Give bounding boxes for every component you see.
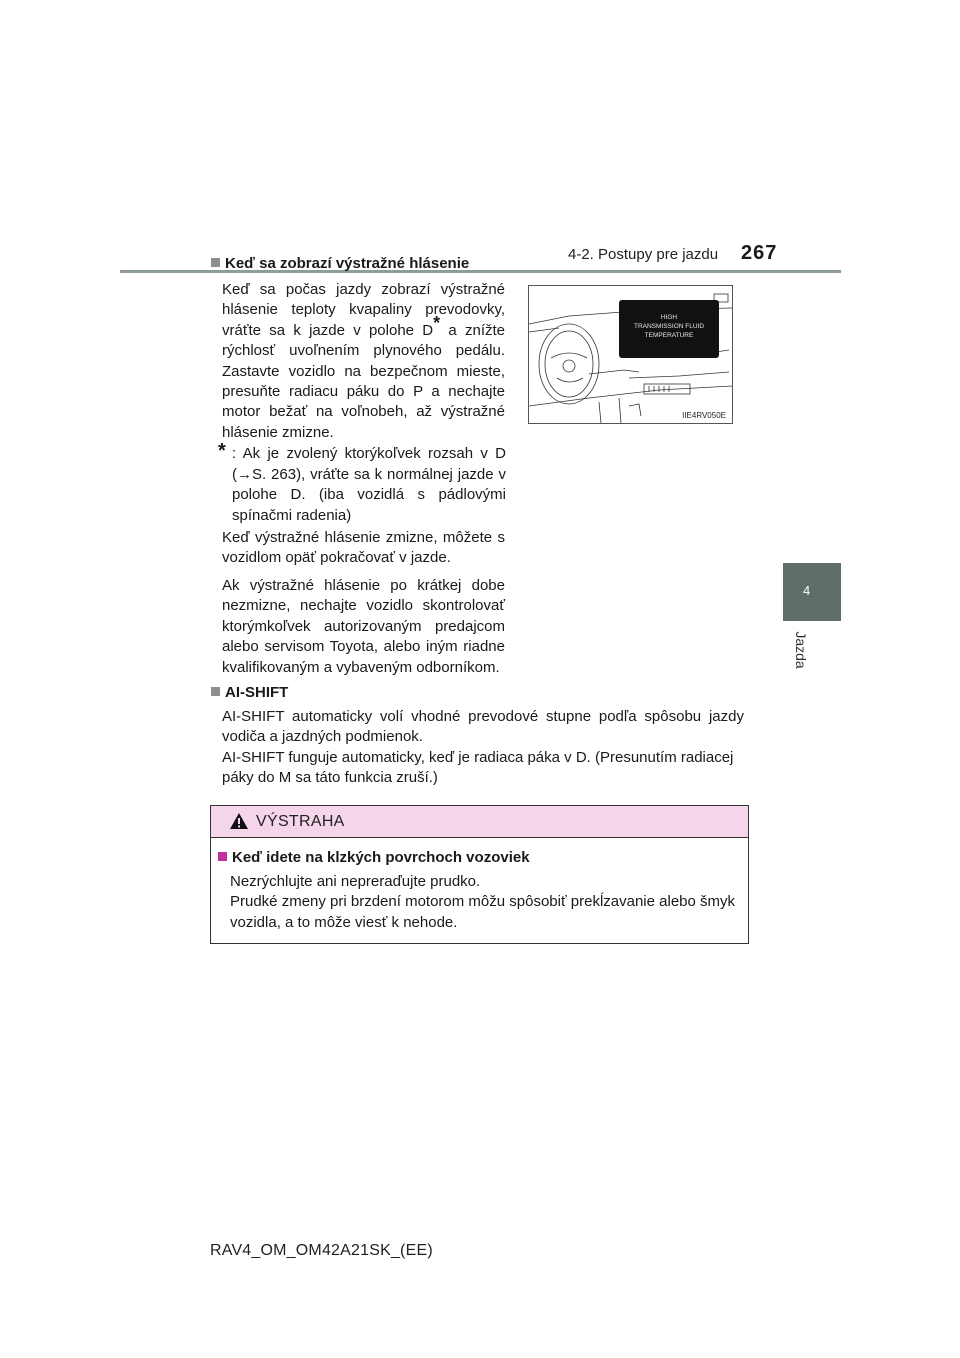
paragraph-continue-driving: Keď výstražné hlásenie zmizne, môžete s vozidlom opäť pokračovať v jazde. [222, 529, 505, 567]
paragraph-ai-shift-2: AI-SHIFT funguje automaticky, keď je radiaca páka v D. (Presunutím radiacej páky do M sa táto funkcia zruší.) [222, 749, 734, 787]
paragraph-warning-instructions: Keď sa počas jazdy zobrazí výstražné hlásenie teploty kvapaliny prevodovky, vráťte sa k jazde v polohe D* a znížte rýchlosť uvoľnením plynového pedálu. Zastavte vozidlo na bezpečnom mieste, presuňte radiacu páku do P a nechajte motor bežať na voľnobeh, až výstražné hlásenie zmizne. [222, 281, 506, 441]
warning-title: VÝSTRAHA [256, 813, 345, 830]
paragraph-dealer-check: Ak výstražné hlásenie po krátkej dobe nezmizne, nechajte vozidlo skontrolovať ktorýmkoľvek autorizovaným predajcom alebo servisom Toyota, alebo iným riadne kvalifikovaným a vybaveným odborníkom. [222, 577, 505, 676]
chapter-label: Jazda [793, 631, 809, 669]
warning-text: Nezrýchlujte ani neprerаďujte prudko. Prudké zmeny pri brzdení motorom môžu spôsobiť prekĺzavanie alebo šmyk vozidla, a to môže viesť k nehode. [230, 873, 736, 931]
bullet-square-icon [218, 852, 227, 861]
warning-box [210, 805, 749, 944]
section-title: 4-2. Postupy pre jazdu [568, 246, 719, 263]
warning-triangle-icon [229, 812, 249, 830]
bullet-square-icon [211, 258, 220, 267]
footnote-mark: * [218, 440, 226, 462]
paragraph-ai-shift-1: AI-SHIFT automaticky volí vhodné prevodové stupne podľa spôsobu jazdy vodiča a jazdných podmienok. [222, 708, 744, 746]
section-heading-ai-shift: AI-SHIFT [211, 684, 288, 701]
chapter-tab[interactable] [783, 563, 841, 621]
document-code: RAV4_OM_OM42A21SK_(EE) [210, 1242, 433, 1259]
bullet-square-icon [211, 687, 220, 696]
section-heading-warning-message: Keď sa zobrazí výstražné hlásenie [211, 255, 469, 272]
warning-header [211, 806, 748, 838]
chapter-number: 4 [803, 583, 811, 598]
warning-heading: Keď idete na klzkých povrchoch vozoviek [218, 849, 530, 866]
dashboard-illustration [528, 285, 733, 424]
page-number: 267 [741, 242, 778, 264]
warning-message-display: HIGH TRANSMISSION FLUID TEMPERATURE [619, 300, 719, 358]
footnote [218, 440, 506, 526]
figure-code: IIE4RV050E [682, 411, 726, 420]
footnote-text: : Ak je zvolený ktorýkoľvek rozsah v D (→S. 263), vráťte sa k normálnej jazde v polohe D. (iba vozidlá s pádlovými spínačmi radenia) [232, 445, 506, 524]
